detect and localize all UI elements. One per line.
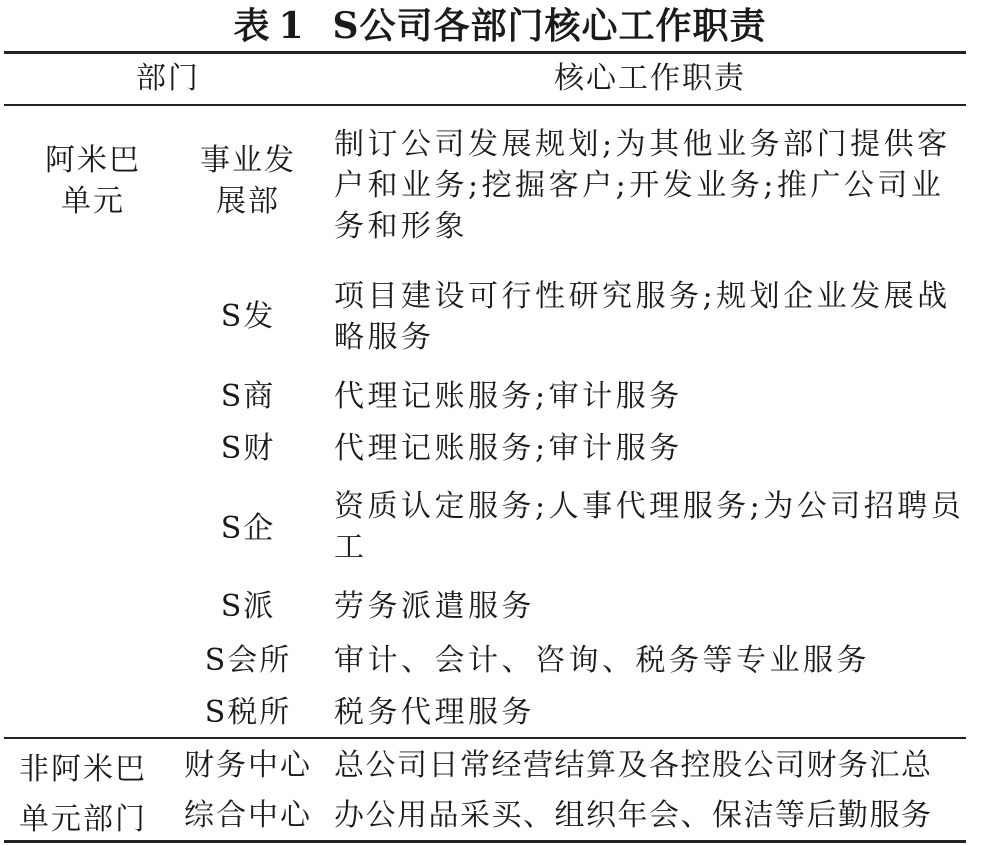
table-title-text: S公司各部门核心工作职责 bbox=[332, 5, 767, 47]
duty-general-center: 办公用品采买、组织年会、保洁等后勤服务 bbox=[334, 798, 933, 833]
duty-s-shuisuo: 税务代理服务 bbox=[334, 695, 535, 730]
table-title bbox=[0, 2, 1000, 50]
bottom-rule bbox=[4, 840, 966, 843]
top-rule bbox=[4, 51, 966, 54]
duty-s-qi: 资质认定服务;人事代理服务;为公司招聘员工 bbox=[334, 489, 965, 565]
unit-s-shuisuo: S税所 bbox=[204, 695, 292, 730]
table-title-number: 1 bbox=[278, 5, 305, 47]
unit-finance-center: 财务中心 bbox=[184, 748, 312, 783]
section-rule bbox=[4, 737, 966, 739]
header-department: 部门 bbox=[136, 61, 200, 96]
duty-s-huisuo: 审计、会计、咨询、税务等专业服务 bbox=[334, 643, 870, 678]
duty-s-shang: 代理记账服务;审计服务 bbox=[334, 379, 683, 414]
unit-s-pai: S派 bbox=[220, 589, 276, 624]
duty-s-cai: 代理记账服务;审计服务 bbox=[334, 431, 683, 466]
unit-general-center: 综合中心 bbox=[184, 798, 312, 833]
unit-s-fa: S发 bbox=[220, 299, 276, 334]
duty-business-development: 制订公司发展规划;为其他业务部门提供客户和业务;挖掘客户;开发业务;推广公司业务和形象 bbox=[334, 127, 951, 244]
header-duties: 核心工作职责 bbox=[554, 61, 746, 96]
unit-s-huisuo: S会所 bbox=[204, 643, 292, 678]
group-non-amoeba: 非阿米巴单元部门 bbox=[19, 752, 147, 837]
unit-s-qi: S企 bbox=[220, 511, 276, 546]
group-amoeba-unit: 阿米巴单元 bbox=[45, 143, 141, 219]
duty-s-fa: 项目建设可行性研究服务;规划企业发展战略服务 bbox=[334, 279, 951, 355]
duty-s-pai: 劳务派遣服务 bbox=[334, 589, 535, 624]
unit-s-shang: S商 bbox=[220, 379, 276, 414]
header-rule bbox=[4, 104, 966, 106]
unit-s-cai: S财 bbox=[220, 431, 276, 466]
table-title-label: 表 bbox=[233, 5, 271, 47]
unit-business-development: 事业发展部 bbox=[200, 143, 296, 219]
duty-finance-center: 总公司日常经营结算及各控股公司财务汇总 bbox=[334, 748, 933, 783]
